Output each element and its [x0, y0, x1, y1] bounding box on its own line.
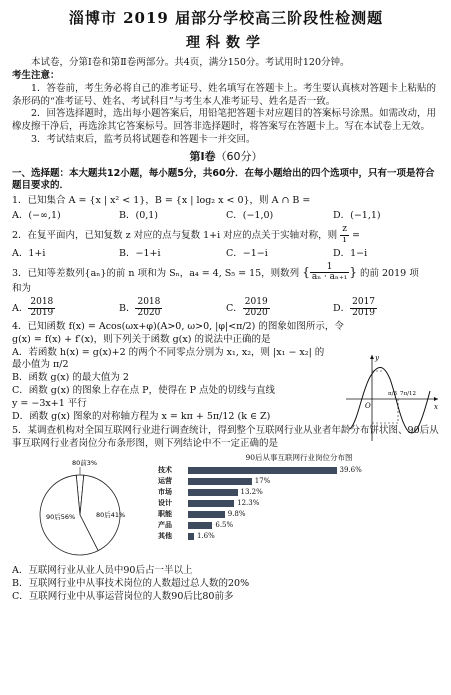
graph-x-label: x — [434, 402, 438, 411]
exam-title: 淄博市 2019 届部分学校高三阶段性检测题 — [68, 9, 384, 27]
q4-stem: 4．已知函数 f(x) = Acos(ωx+φ)(A>0, ω>0, |φ|<π/2) 的图象如图所示，令 — [12, 320, 344, 332]
cosine-graph — [344, 351, 440, 443]
section-instruction: 一、选择题：本大题共12小题，每小题5分，共60分．在每小题给出的四个选项中，只有一项是符合题目要求的． — [12, 167, 435, 192]
q3-c-num: 2019 — [244, 297, 268, 308]
q3-option-a-frac — [28, 298, 55, 319]
age-pie-chart — [12, 453, 152, 565]
q1-option-c: C．(−1,0) — [226, 210, 274, 222]
q2-fraction — [340, 225, 349, 246]
q5-option-c: C．互联网行业中从事运营岗位的人数90后比80前多 — [12, 590, 234, 602]
q3-d-num: 2017 — [352, 297, 376, 308]
bar-row-1 — [158, 476, 440, 487]
q1-options — [12, 210, 440, 223]
bar-value-label: 13.2% — [240, 487, 263, 496]
q4-stem-2: g(x) = f(x) + f′(x)，则下列关于函数 g(x) 的说法中正确的是 — [12, 333, 271, 345]
bar-0 — [188, 467, 337, 474]
q1-option-d: D．(−1,1) — [333, 210, 381, 222]
q3-b-num: 2018 — [137, 297, 161, 308]
bar-category-label: 职能 — [158, 509, 172, 518]
bar-category-label: 产品 — [158, 520, 172, 529]
bar-chart-title: 90后从事互联网行业岗位分布图 — [245, 453, 353, 463]
q3-option-c — [226, 298, 333, 319]
bar-1 — [188, 478, 252, 485]
q2-stem-end: = — [351, 229, 360, 241]
q5-option-a: A．互联网行业从业人员中90后占一半以上 — [12, 565, 193, 577]
q3-option-c-frac — [243, 298, 270, 319]
q4-option-c: C．函数 g(x) 的图象上存在点 P，使得在 P 点处的切线与直线 — [12, 384, 276, 396]
bar-category-label: 运营 — [158, 476, 172, 485]
q2-frac-num: z — [342, 223, 347, 234]
q2-option-d: D．1−i — [333, 247, 368, 259]
bar-row-0 — [158, 465, 440, 476]
q3-option-d-frac — [350, 298, 377, 319]
section-points: （60分） — [215, 149, 263, 163]
question-3: 3．已知等差数列{aₙ}的前 n 项和为 Sₙ，a₄ = 4, S₅ = 15，则数列 { $\frac{1}{\text{aₙ · aₙ₊₁}}$ } 的前 2019 项 和为 A． $\frac{2018}{2019}$ B． $\frac{2018}{2020}$ C． $\frac{2019}{2020}$ D． $\frac{2017}{2019}$ — [12, 263, 440, 319]
question-4 — [12, 321, 440, 424]
notice-2: 2．回答选择题时，选出每小题答案后，用铅笔把答题卡对应题目的答案标号涂黑。如需改动，用橡皮擦干净后，再选涂其它答案标号。回答非选择题时，将答案写在答题卡上。写在本试卷上无效。 — [12, 108, 437, 133]
q2-options — [12, 248, 440, 261]
bar-value-label: 39.6% — [339, 465, 362, 474]
q3-stem: 3．已知等差数列{aₙ}的前 n 项和为 Sₙ，a₄ = 4, S₅ = 15，则数列 — [12, 267, 300, 279]
bar-3 — [188, 500, 234, 507]
bar-row-4 — [158, 509, 440, 520]
q3-c-den: 2020 — [244, 308, 268, 318]
q4-option-b: B．函数 g(x) 的最大值为 2 — [12, 372, 129, 384]
bar-row-2 — [158, 487, 440, 498]
q3-option-c-label: C． — [226, 303, 243, 314]
q2-frac-den: i — [343, 234, 347, 245]
bar-6 — [188, 533, 194, 540]
bar-2 — [188, 489, 238, 496]
q3-option-b-frac — [135, 298, 162, 319]
q5-stem: 5．某调查机构对全国互联网行业进行调查统计，得到整个互联网行业从业者年龄分布饼状图、90后从事互联网行业者岗位分布条形图，则下列结论中不一定正确的是 — [12, 425, 439, 450]
q2-stem: 2．在复平面内，已知复数 z 对应的点与复数 1+i 对应的点关于实轴对称，则 — [12, 229, 338, 241]
bar-value-label: 6.5% — [215, 520, 234, 529]
q3-option-b — [119, 298, 226, 319]
q3-option-b-label: B． — [119, 303, 136, 314]
q2-option-a: A．1+i — [12, 247, 46, 259]
job-bar-chart — [158, 453, 440, 542]
question-2 — [12, 225, 440, 261]
notice-heading: 考生注意： — [12, 69, 60, 81]
q3-b-den: 2020 — [137, 308, 161, 318]
subject-title: 理科数学 — [186, 35, 266, 52]
bar-row-6 — [158, 531, 440, 542]
bar-row-3 — [158, 498, 440, 509]
pie-label-1: 80后41% — [96, 511, 126, 520]
q2-option-b: B．−1+i — [119, 247, 161, 259]
q4-option-d: D．函数 g(x) 图象的对称轴方程为 x = kπ + 5π/12 (k ∈ Z) — [12, 410, 271, 422]
section-title: 第Ⅰ卷 — [189, 149, 216, 163]
q3-option-a — [12, 298, 119, 319]
question-1 — [12, 195, 440, 223]
q3-option-a-label: A． — [12, 303, 29, 314]
section-heading — [12, 150, 440, 165]
question-5 — [12, 425, 440, 603]
intro-text: 本试卷，分第Ⅰ卷和第Ⅱ卷两部分。共4页，满分150分。考试用时120分钟。 — [31, 57, 350, 69]
bar-5 — [188, 522, 212, 529]
q3-a-num: 2018 — [30, 297, 54, 308]
bar-rows — [158, 465, 440, 542]
notice-3: 3．考试结束后，监考员将试题卷和答题卡一并交回。 — [31, 134, 256, 146]
q2-option-c: C．−1−i — [226, 247, 268, 259]
graph-y-label: y — [375, 353, 379, 362]
q3-d-den: 2019 — [352, 308, 376, 318]
graph-origin: O — [365, 401, 371, 410]
pie-label-0: 90后56% — [46, 513, 76, 522]
bar-category-label: 设计 — [158, 498, 172, 507]
q5-charts — [12, 453, 440, 565]
q3-frac-den: aₙ · aₙ₊₁ — [311, 272, 348, 283]
q3-stem-end: 的前 2019 项 — [359, 267, 419, 279]
bar-category-label: 其他 — [158, 531, 172, 540]
bar-value-label: 17% — [254, 476, 271, 485]
q4-option-a-cont: 最小值为 π/2 — [12, 359, 69, 371]
q5-option-b: B．互联网行业中从事技术岗位的人数超过总人数的20% — [12, 577, 250, 589]
exam-page — [12, 6, 440, 605]
bar-value-label: 12.3% — [237, 498, 260, 507]
graph-tick-1: π/3 — [388, 390, 397, 397]
q1-option-b: B．(0,1) — [119, 210, 159, 222]
q3-fraction — [310, 263, 349, 284]
bar-row-5 — [158, 520, 440, 531]
q3-stem-cont: 和为 — [12, 283, 32, 295]
bar-value-label: 1.6% — [197, 531, 215, 540]
q4-option-a: A．若函数 h(x) = g(x)+2 的两个不同零点分别为 x₁, x₂，则 |x₁ − x₂| 的 — [12, 346, 325, 358]
pie-label-2: 80前3% — [72, 459, 98, 468]
bar-category-label: 技术 — [158, 465, 172, 474]
q1-stem: 1．已知集合 A = {x | x² < 1}，B = {x | log₂ x < 0}，则 A ∩ B = — [12, 195, 311, 207]
q3-a-den: 2019 — [30, 308, 54, 318]
bar-4 — [188, 511, 225, 518]
q3-options — [12, 298, 440, 319]
q3-option-d-label: D． — [333, 303, 351, 314]
notice-1: 1．答卷前，考生务必将自己的准考证号、姓名填写在答题卡上。考生要认真核对答题卡上粘贴的条形码的“准考证号、姓名、考试科目”与考生本人准考证号、姓名是否一致。 — [12, 82, 437, 107]
q3-option-d — [333, 298, 440, 319]
q4-option-c-cont: y = −3x+1 平行 — [12, 397, 87, 409]
graph-tick-2: 7π/12 — [400, 390, 416, 397]
q1-option-a: A．(−∞,1) — [12, 210, 61, 222]
bar-category-label: 市场 — [158, 487, 172, 496]
q3-frac-num: 1 — [310, 263, 349, 274]
bar-value-label: 9.8% — [227, 509, 246, 518]
